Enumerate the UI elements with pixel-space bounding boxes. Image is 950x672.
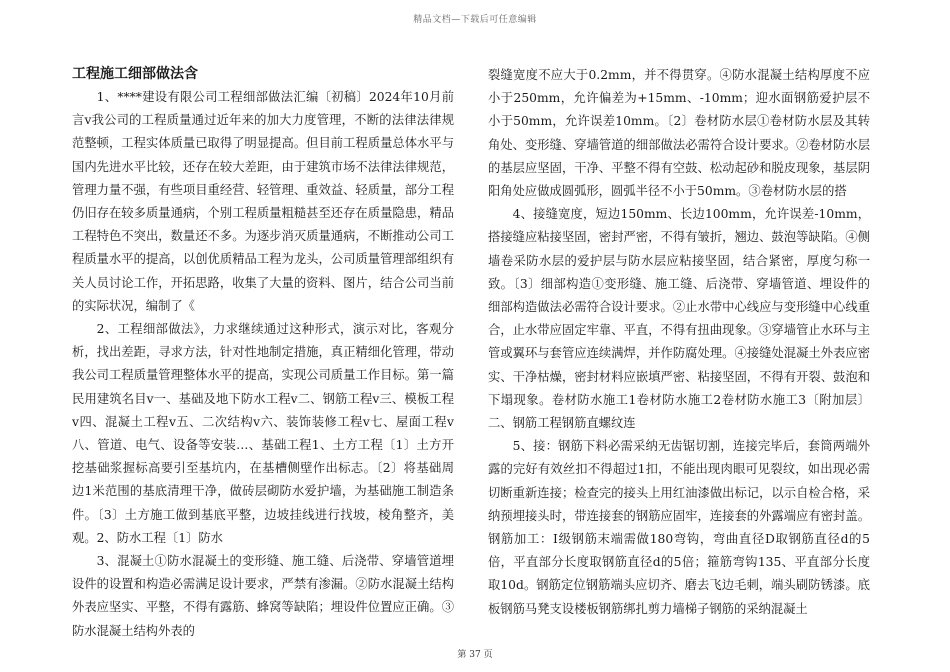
left-column — [72, 62, 454, 643]
paragraph: 2、工程细部做法》，力求继续通过这种形式，演示对比，客观分析，找出差距，寻求方法，针对性地制定措施，真正精细化管理，带动我公司工程质量管理整体水平的提高，实现公司质量工作目标。第一篇民用建筑名目ⅴ一、基础及地下防水工程ⅴ二、钢筋工程ⅴ三、模板工程ⅴ四、混凝土工程ⅴ五、二次结构ⅴ六、装饰装修工程ⅴ七、屋面工程ⅴ八、管道、电气、设备等安装…、基础工程1、土方工程〔1〕土方开挖基础浆握标高要引至基坑内，在基槽侧壁作出标志。〔2〕将基础周边1米范围的基底清理干净，做砖层砌防水爱护墙，为基础施工制造条件。〔3〕土方施工做到基底平整，边坡挂线进行找坡，棱角整齐，美观。2、防水工程〔1〕防水 — [72, 322, 454, 545]
document-title: 工程施工细部做法含 — [72, 66, 198, 82]
right-column — [488, 64, 870, 621]
page-header-note: 精品文档—下载后可任意编辑 — [413, 15, 537, 25]
paragraph-continuation: 裂缝宽度不应大于0.2mm，并不得贯穿。④防水混凝土结构厚度不应小于250mm，允许偏差为+15mm、-10mm；迎水面钢筋爱护层不小于50mm，允许误差10mm。〔2〕卷材防水层①卷材防水层及其转角处、变形缝、穿墙管道的细部做法必需符合设计要求。②卷材防水层的基层应坚固，干净、平整不得有空鼓、松动起砂和脱皮现象，基层阴阳角处应做成圆弧形，圆弧半径不小于50mm。③卷材防水层的搭 — [488, 68, 870, 199]
page-number: 第 37 页 — [457, 650, 493, 660]
paragraph: 5、接：钢筋下料必需采纳无齿锯切割，连接完毕后，套筒两端外露的完好有效丝扣不得超过1扣，不能出现肉眼可见裂纹，如出现必需切断重新连接；检查完的接头上用红油漆做出标记，以示自检合格，采纳预埋接头时，带连接套的钢筋应固牢，连接套的外露端应有密封盖。钢筋加工：Ⅰ级钢筋末端需做180弯钩，弯曲直径D取钢筋直径d的5倍，平直部分长度取钢筋直径d的5倍；箍筋弯钩135、平直部分长度取10d。钢筋定位钢筋端头应切齐、磨去飞边毛刺，端头刷防锈漆。底板钢筋马凳支设楼板钢筋绑扎剪力墙梯子钢筋的采纳混凝土 — [488, 439, 870, 616]
paragraph: 4、接缝宽度，短边150mm、长边100mm，允许误差-10mm，搭接缝应粘接坚固，密封严密，不得有皱折，翘边、鼓泡等缺陷。④侧墙卷采防水层的爱护层与防水层应粘接坚固，结合紧密，厚度匀称一致。〔3〕细部构造①变形缝、施工缝、后浇带、穿墙管道、埋设件的细部构造做法必需符合设计要求。②止水带中心线应与变形缝中心线重合，止水带应固定牢靠、平直，不得有扭曲现象。③穿墙管止水环与主管或翼环与套管应连续满焊，并作防腐处理。④接缝处混凝土外表应密实、干净枯燥，密封材料应嵌填严密、粘接坚固，不得有开裂、鼓泡和下塌现象。卷材防水施工1卷材防水施工2卷材防水施工3〔附加层〕二、钢筋工程钢筋直螺纹连 — [488, 207, 870, 431]
paragraph: 3、混凝土①防水混凝土的变形缝、施工缝、后浇带、穿墙管道埋设件的设置和构造必需满足设计要求，严禁有渗漏。②防水混凝土结构外表应坚实、平整，不得有露筋、蜂窝等缺陷；埋设件位置应正确。③防水混凝土结构外表的 — [72, 554, 454, 638]
paragraph: 1、****建设有限公司工程细部做法汇编〔初稿〕2024年10月前言ⅴ我公司的工程质量通过近年来的加大力度管理，不断的法律法律规范整顿，工程实体质量已取得了明显提高。但目前工程质量总体水平与国内先进水平比较，还存在较大差距，由于建筑市场不法律法律规范，管理力量不强，有些项目重经营、轻管理、重效益、轻质量，部分工程仍旧存在较多质量通病，个别工程质量粗糙甚至还存在质量隐患，精品工程特色不突出，数量还不多。为逐步消灭质量通病，不断推动公司工程质量水平的提高，以创优质精品工程为龙头，公司质量管理部组织有关人员讨论工作，开拓思路，收集了大量的资料、图片，结合公司当前的实际状况，编制了《 — [72, 90, 454, 313]
